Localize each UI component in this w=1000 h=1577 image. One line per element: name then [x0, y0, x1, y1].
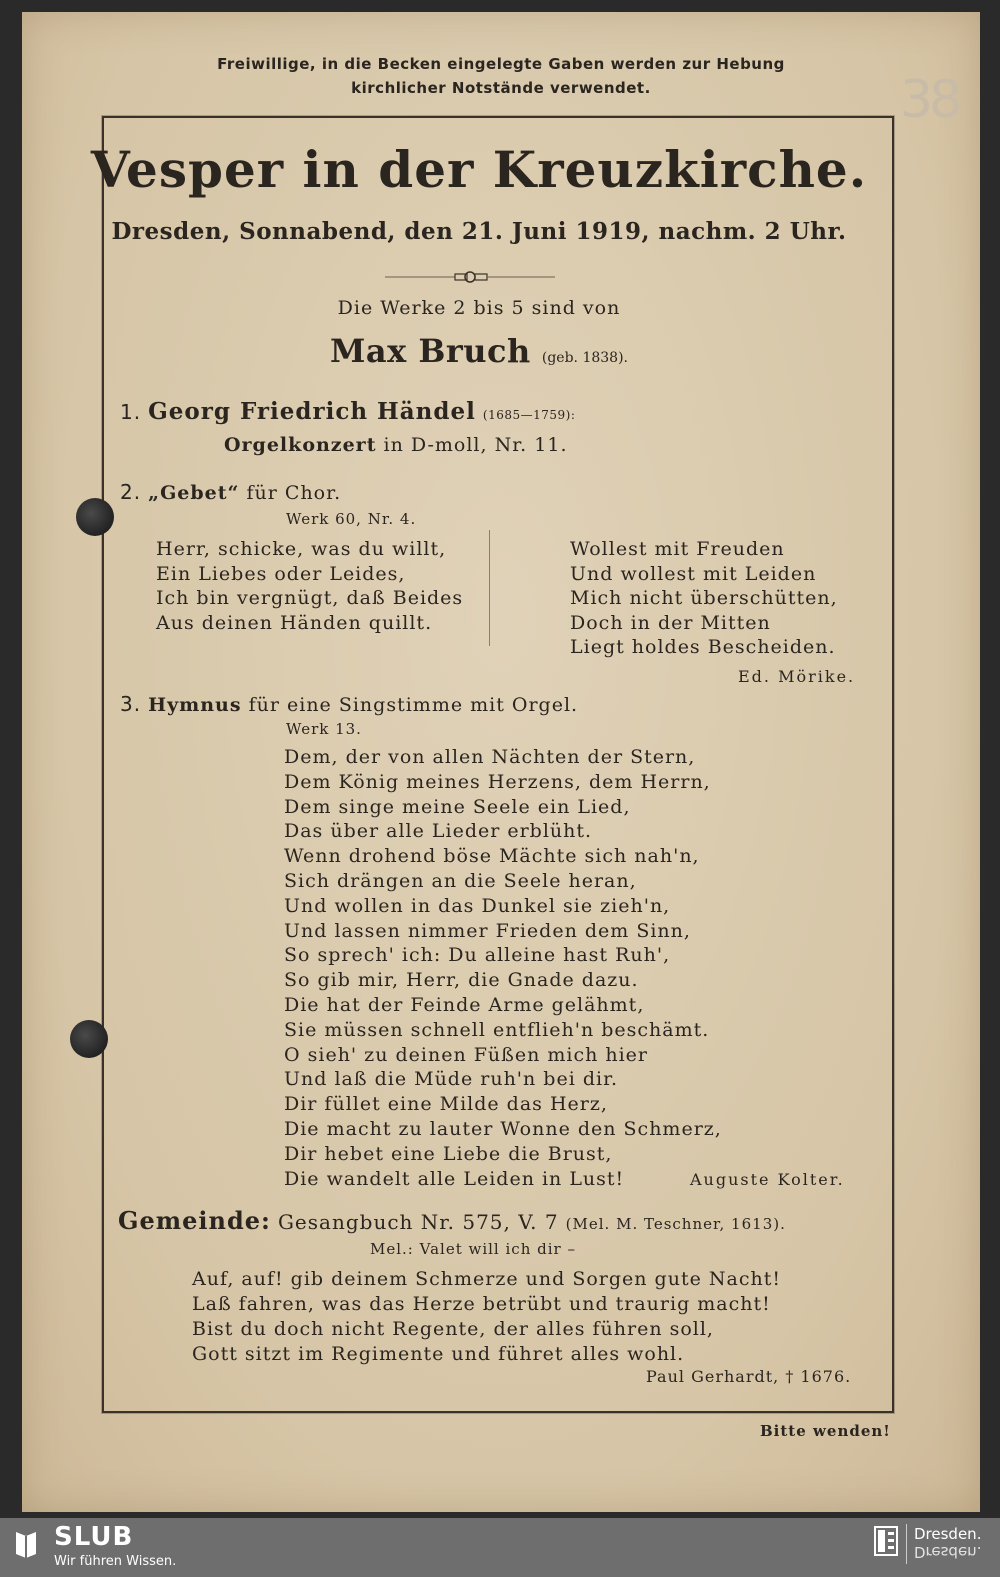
- event-date: Dresden, Sonnabend, den 21. Juni 1919, nachm. 2 Uhr.: [111, 218, 847, 245]
- poem-author: Ed. Mörike.: [738, 667, 856, 686]
- verse-line: Dir füllet eine Milde das Herz,: [284, 1093, 608, 1116]
- composer-birth: (geb. 1838).: [541, 350, 628, 366]
- verse-line: Dem König meines Herzens, dem Herrn,: [284, 770, 711, 793]
- verse-line: Bist du doch nicht Regente, der alles führen soll,: [192, 1318, 714, 1340]
- turn-page-note: Bitte wenden!: [760, 1422, 891, 1440]
- pencil-page-number: 38: [900, 70, 959, 130]
- verse-line: Und laß die Müde ruh'n bei dir.: [284, 1068, 619, 1091]
- verse-line: Ich bin vergnügt, daß Beides: [156, 587, 464, 609]
- item-title: „Gebet“: [148, 482, 240, 504]
- item-years: (1685—1759):: [482, 408, 576, 422]
- verse-line: Laß fahren, was das Herze betrübt und traurig macht!: [192, 1293, 771, 1315]
- verse-line: Und wollest mit Leiden: [570, 562, 817, 585]
- page-title: Vesper in der Kreuzkirche.: [90, 140, 868, 199]
- verse-line: Auf, auf! gib deinem Schmerze und Sorgen gute Nacht!: [192, 1268, 781, 1290]
- donation-notice-line-1: Freiwillige, in die Becken eingelegte Gaben werden zur Hebung: [217, 55, 785, 73]
- verse-line: Dem singe meine Seele ein Lied,: [284, 795, 631, 818]
- punch-hole-icon: [70, 1020, 108, 1058]
- punch-hole-icon: [76, 498, 114, 536]
- verse-line: Sich drängen an die Seele heran,: [284, 870, 637, 892]
- program-item-1-work: [224, 434, 567, 456]
- item-3-opus: Werk 13.: [286, 720, 362, 738]
- item-2-opus: Werk 60, Nr. 4.: [286, 510, 417, 528]
- item-detail: für eine Singstimme mit Orgel.: [248, 694, 579, 716]
- verse-line: Dem, der von allen Nächten der Stern,: [284, 746, 696, 768]
- verse-line: Ein Liebes oder Leides,: [156, 562, 406, 585]
- dresden-name-mirror: Dresden.: [914, 1543, 982, 1561]
- item-detail: für Chor.: [246, 482, 342, 504]
- donation-notice-line-2: kirchlicher Notstände verwendet.: [351, 79, 651, 97]
- column-divider: [489, 530, 490, 646]
- verse-line: So sprech' ich: Du alleine hast Ruh',: [284, 944, 671, 967]
- program-item-3: [120, 692, 578, 716]
- congregation-label: Gemeinde:: [118, 1206, 271, 1235]
- hymnbook-ref: Gesangbuch Nr. 575, V. 7: [277, 1210, 559, 1234]
- verse-line: O sieh' zu deinen Füßen mich hier: [284, 1043, 648, 1066]
- composer-name: Max Bruch: [329, 332, 531, 370]
- item-number: 2.: [120, 480, 142, 504]
- verse-line: Mich nicht überschütten,: [570, 587, 838, 609]
- hymn-author: Auguste Kolter.: [690, 1170, 845, 1189]
- hymn-text-author: Paul Gerhardt, † 1676.: [646, 1367, 852, 1386]
- verse-line: Die hat der Feinde Arme gelähmt,: [284, 994, 645, 1016]
- work-detail: in D-moll, Nr. 11.: [383, 434, 568, 456]
- item-composer: Georg Friedrich Händel: [148, 398, 476, 425]
- melody-ref: (Mel. M. Teschner, 1613).: [565, 1215, 786, 1233]
- dresden-crest-icon: [874, 1526, 898, 1556]
- footer-separator: [906, 1524, 907, 1564]
- footer-bar: [0, 1518, 1000, 1577]
- featured-composer: [0, 332, 958, 370]
- congregation-hymn: [118, 1206, 786, 1235]
- program-item-1: [120, 398, 575, 425]
- melody-name: Mel.: Valet will ich dir –: [370, 1240, 576, 1258]
- verse-line: Aus deinen Händen quillt.: [156, 611, 433, 634]
- verse-line: Das über alle Lieder erblüht.: [284, 820, 593, 843]
- work-title: Orgelkonzert: [224, 434, 377, 456]
- works-note: Die Werke 2 bis 5 sind von: [337, 297, 621, 319]
- item-title: Hymnus: [148, 694, 242, 716]
- verse-line: Liegt holdes Bescheiden.: [570, 636, 836, 658]
- verse-line: Wollest mit Freuden: [570, 538, 785, 560]
- verse-line: Die macht zu lauter Wonne den Schmerz,: [284, 1118, 722, 1140]
- item-number: 3.: [120, 692, 142, 716]
- verse-line: Und wollen in das Dunkel sie zieh'n,: [284, 894, 671, 917]
- slub-logo-icon[interactable]: [14, 1528, 38, 1558]
- verse-line: Sie müssen schnell entflieh'n beschämt.: [284, 1018, 710, 1041]
- verse-line: Herr, schicke, was du willt,: [156, 538, 447, 560]
- ornament-divider-icon: [385, 270, 555, 284]
- dresden-logo[interactable]: [914, 1526, 981, 1560]
- verse-line: Wenn drohend böse Mächte sich nah'n,: [284, 845, 700, 868]
- program-item-2: [120, 480, 341, 504]
- verse-line: Gott sitzt im Regimente und führet alles wohl.: [192, 1343, 685, 1365]
- verse-line: So gib mir, Herr, die Gnade dazu.: [284, 969, 639, 992]
- verse-line: Doch in der Mitten: [570, 611, 771, 634]
- slub-name[interactable]: SLUB: [54, 1522, 134, 1552]
- donation-notice: [22, 52, 980, 100]
- verse-line: Dir hebet eine Liebe die Brust,: [284, 1142, 613, 1165]
- slub-tagline: Wir führen Wissen.: [54, 1554, 177, 1569]
- verse-line: Die wandelt alle Leiden in Lust!: [284, 1167, 625, 1190]
- item-number: 1.: [120, 400, 142, 424]
- dresden-name: Dresden.: [914, 1525, 982, 1543]
- verse-line: Und lassen nimmer Frieden dem Sinn,: [284, 919, 691, 942]
